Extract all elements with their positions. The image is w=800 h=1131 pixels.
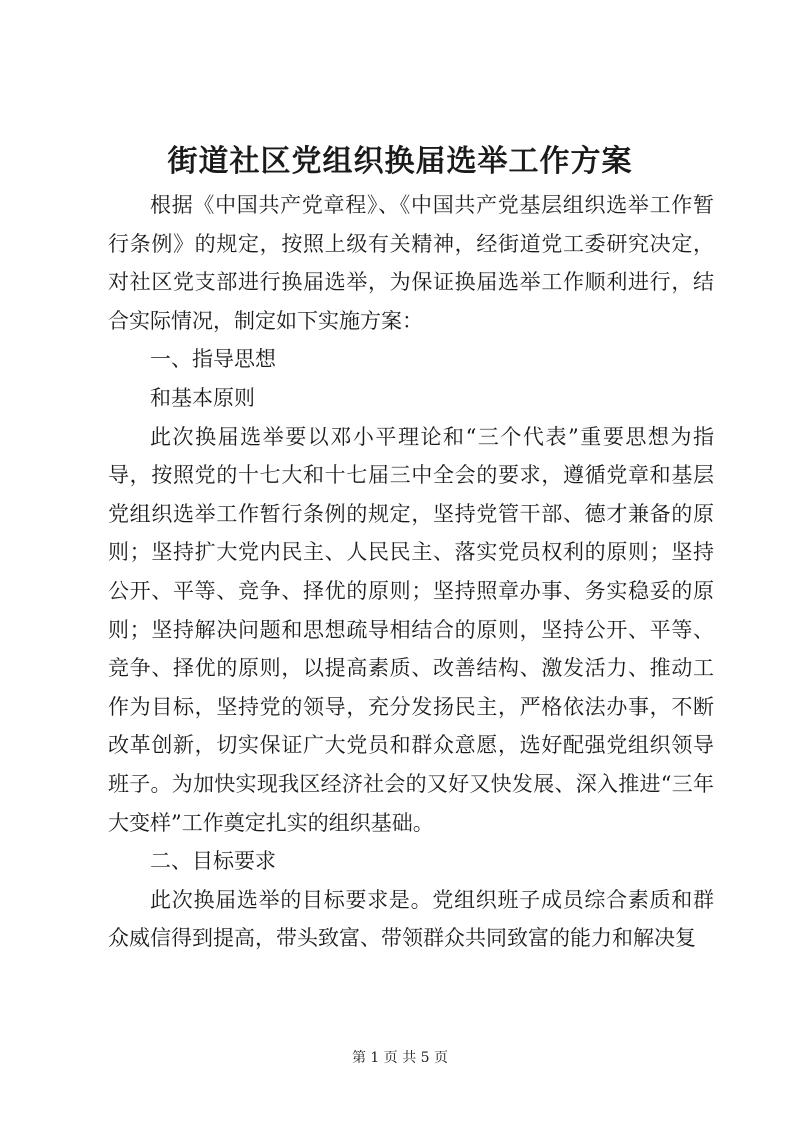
principles-paragraph: 此次换届选举要以邓小平理论和“三个代表”重要思想为指导，按照党的十七大和十七届三中全会的要求，遵循党章和基层党组织选举工作暂行条例的规定，坚持党管干部、德才兼备的原则；坚持扩大党内民主、人民民主、落实党员权利的原则；坚持公开、平等、竞争、择优的原则；坚持照章办事、务实稳妥的原则；坚持解决问题和思想疏导相结合的原则，坚持公开、平等、竞争、择优的原则，以提高素质、改善结构、激发活力、推动工作为目标，坚持党的领导，充分发扬民主，严格依法办事，不断改革创新，切实保证广大党员和群众意愿，选好配强党组织领导班子。为加快实现我区经济社会的又好又快发展、深入推进“三年大变样”工作奠定扎实的组织基础。 xyxy=(108,424,714,835)
document-title: 街道社区党组织换届选举工作方案 xyxy=(167,144,633,179)
intro-paragraph: 根据《中国共产党章程》、《中国共产党基层组织选举工作暂行条例》的规定，按照上级有关精神，经街道党工委研究决定，对社区党支部进行换届选举，为保证换届选举工作顺利进行，结合实际情况，制定如下实施方案： xyxy=(108,193,714,333)
section-heading-objectives: 二、目标要求 xyxy=(150,849,276,874)
page-number-footer: 第 1 页 共 5 页 xyxy=(351,1050,449,1066)
section-heading-guiding-ideology: 一、指导思想 xyxy=(150,347,276,372)
document-body xyxy=(108,186,714,958)
objectives-paragraph: 此次换届选举的目标要求是。党组织班子成员综合素质和群众威信得到提高，带头致富、带领群众共同致富的能力和解决复 xyxy=(108,887,714,951)
section-heading-basic-principles: 和基本原则 xyxy=(150,385,255,410)
